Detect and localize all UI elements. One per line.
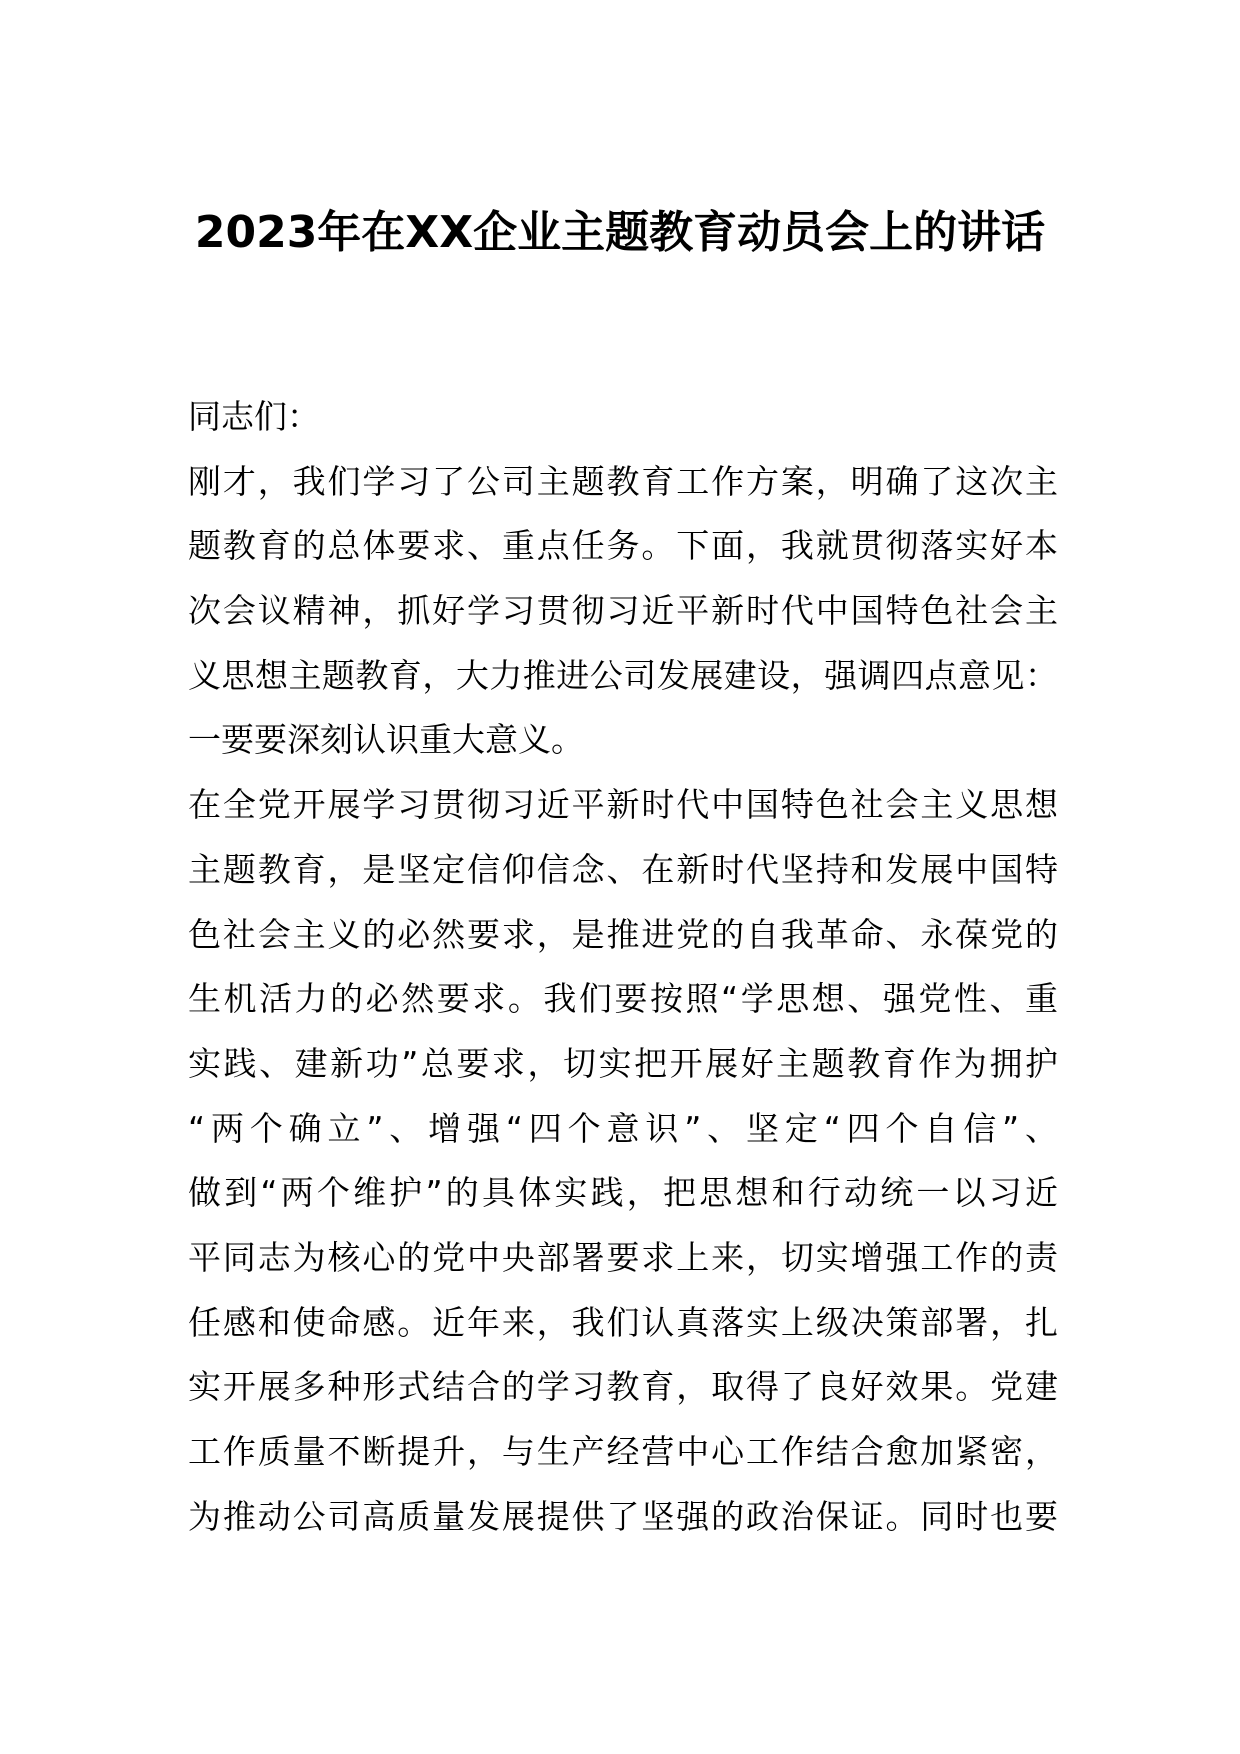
paragraph-line: 主题教育，是坚定信仰信念、在新时代坚持和发展中国特 <box>188 849 1058 889</box>
document-body <box>188 385 1058 1549</box>
document-title: 2023年在XX企业主题教育动员会上的讲话 <box>194 207 1046 258</box>
paragraph-line: 实践、建新功”总要求，切实把开展好主题教育作为拥护 <box>188 1043 1058 1083</box>
paragraph-line: 次会议精神，抓好学习贯彻习近平新时代中国特色社会主 <box>188 591 1058 631</box>
paragraph-line: 平同志为核心的党中央部署要求上来，切实增强工作的责 <box>188 1237 1058 1277</box>
paragraph-line: 义思想主题教育，大力推进公司发展建设，强调四点意见： <box>188 655 1058 695</box>
paragraph-line: 任感和使命感。近年来，我们认真落实上级决策部署，扎 <box>188 1302 1058 1342</box>
salutation-line: 同志们： <box>188 397 320 436</box>
section-heading-line: 一要要深刻认识重大意义。 <box>188 720 584 760</box>
paragraph-line: 色社会主义的必然要求，是推进党的自我革命、永葆党的 <box>188 914 1058 954</box>
paragraph-line: 在全党开展学习贯彻习近平新时代中国特色社会主义思想 <box>188 785 1058 825</box>
paragraph-line: 生机活力的必然要求。我们要按照“学思想、强党性、重 <box>188 979 1058 1019</box>
paragraph-line: 工作质量不断提升，与生产经营中心工作结合愈加紧密， <box>188 1432 1058 1471</box>
paragraph-line: 题教育的总体要求、重点任务。下面，我就贯彻落实好本 <box>188 526 1058 566</box>
paragraph-line: 实开展多种形式结合的学习教育，取得了良好效果。党建 <box>188 1367 1058 1407</box>
paragraph-line: 做到“两个维护”的具体实践，把思想和行动统一以习近 <box>188 1173 1058 1213</box>
paragraph-line: 为推动公司高质量发展提供了坚强的政治保证。同时也要 <box>188 1496 1058 1536</box>
paragraph-line: “两个确立”、增强“四个意识”、坚定“四个自信”、 <box>188 1108 1058 1148</box>
paragraph-line: 刚才，我们学习了公司主题教育工作方案，明确了这次主 <box>188 461 1058 501</box>
